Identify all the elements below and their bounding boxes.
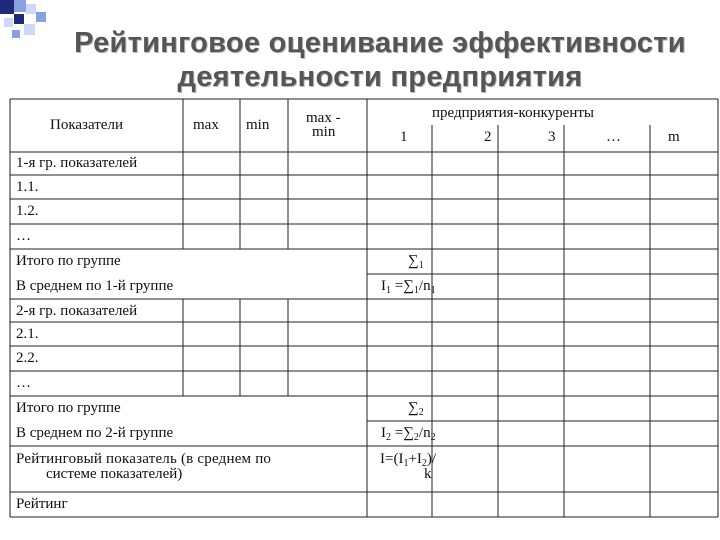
row-total-1: Итого по группе [16, 253, 121, 269]
row-dots-1: … [16, 228, 31, 244]
header-competitors: предприятия-конкуренты [432, 105, 594, 121]
row-group-2: 2-я гр. показателей [16, 303, 138, 319]
row-group-1: 1-я гр. показателей [16, 155, 138, 171]
header-col-1: 1 [400, 129, 408, 145]
header-indicators: Показатели [50, 117, 123, 133]
row-rank: Рейтинг [16, 496, 68, 512]
row-2-2: 2.2. [16, 350, 39, 366]
header-col-2: 2 [484, 129, 492, 145]
sum-group-2: $\sum_2$ [408, 400, 424, 418]
avg-formula-1: $I_1 =\sum_1/n_1$ [381, 278, 436, 296]
row-1-1: 1.1. [16, 179, 39, 195]
row-average-2: В среднем по 2-й группе [16, 425, 174, 441]
header-col-ellipsis: … [606, 129, 621, 145]
title-line-2: деятельности предприятия [177, 61, 583, 93]
header-max: max [193, 117, 219, 133]
title-line-1: Рейтинговое оценивание эффективности [74, 27, 686, 59]
header-col-m: m [668, 129, 680, 145]
row-2-1: 2.1. [16, 326, 39, 342]
avg-formula-2: $I_2 =\sum_2/n_2$ [381, 425, 436, 443]
rating-formula: $I=(I_1+I_2)/$ [380, 451, 437, 469]
header-col-3: 3 [548, 129, 556, 145]
header-max-min-line2: min [312, 124, 336, 140]
header-min: min [246, 117, 270, 133]
row-dots-2: … [16, 375, 31, 391]
row-1-2: 1.2. [16, 203, 39, 219]
row-average-1: В среднем по 1-й группе [16, 278, 174, 294]
rating-formula-k: k [424, 466, 432, 482]
header-max-min-line1: max - [306, 110, 341, 126]
row-rating-line1: Рейтинговый показатель (в среднем по [16, 451, 272, 467]
sum-group-1: $\sum_1$ [408, 253, 424, 271]
row-total-2: Итого по группе [16, 400, 121, 416]
row-rating-line2: системе показателей) [46, 466, 183, 482]
